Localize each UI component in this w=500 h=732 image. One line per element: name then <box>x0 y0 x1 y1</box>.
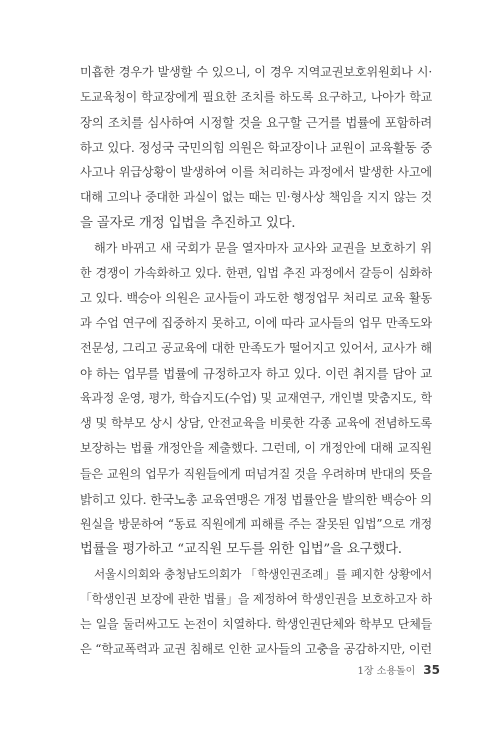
text-line: 야 하는 업무를 법률에 규정하고자 하고 있다. 이런 취지를 담아 교 <box>80 366 432 382</box>
body-text <box>80 60 432 662</box>
text-line: 은 “학교폭력과 교권 침해로 인한 교사들의 고충을 공감하지만, 이런 <box>80 642 432 657</box>
text-line: 한 경쟁이 가속화하고 있다. 한편, 입법 추진 과정에서 갈등이 심화하 <box>80 265 432 280</box>
text-line: 과 수업 연구에 집중하지 못하고, 이에 따라 교사들의 업무 만족도와 <box>80 315 432 330</box>
text-line: 원실을 방문하여 “동료 직원에게 피해를 주는 잘못된 입법”으로 개정 <box>80 516 432 531</box>
text-line: 법률을 평가하고 “교직원 모두를 위한 입법”을 요구했다. <box>80 541 402 557</box>
page-number: 35 <box>423 663 440 677</box>
text-line: 대해 고의나 중대한 과실이 없는 때는 민·형사상 책임을 지지 않는 것 <box>80 190 432 205</box>
text-line: 미흡한 경우가 발생할 수 있으니, 이 경우 지역교권보호위원회나 시· <box>80 65 432 79</box>
text-line: 보장하는 법률 개정안을 제출했다. 그런데, 이 개정안에 대해 교직원 <box>80 441 432 456</box>
text-line: 전문성, 그리고 공교육에 대한 만족도가 떨어지고 있어서, 교사가 해 <box>80 341 432 356</box>
text-line: 육과정 운영, 평가, 학습지도(수업) 및 교재연구, 개인별 맞춤지도, 학 <box>80 391 432 406</box>
text-line: 고 있다. 백승아 의원은 교사들이 과도한 행정업무 처리로 교육 활동 <box>80 290 432 305</box>
text-line: 사고나 위급상황이 발생하여 이를 처리하는 과정에서 발생한 사고에 <box>80 165 432 180</box>
text-line: 생 및 학부모 상시 상담, 안전교육을 비롯한 각종 교육에 전념하도록 <box>80 416 432 431</box>
text-line: 을 골자로 개정 입법을 추진하고 있다. <box>80 215 296 231</box>
page-footer <box>357 662 440 677</box>
text-line: 「학생인권 보장에 관한 법률」을 제정하여 학생인권을 보호하고자 하 <box>80 591 432 606</box>
text-line: 서울시의회와 충청남도의회가 「학생인권조례」를 폐지한 상황에서 <box>94 566 432 581</box>
text-line: 들은 교원의 업무가 직원들에게 떠넘겨질 것을 우려하며 반대의 뜻을 <box>80 466 432 481</box>
text-line: 장의 조치를 심사하여 시정할 것을 요구할 근거를 법률에 포함하려 <box>80 115 432 131</box>
text-line: 도교육청이 학교장에게 필요한 조치를 하도록 요구하고, 나아가 학교 <box>80 90 432 105</box>
text-line: 밝히고 있다. 한국노총 교육연맹은 개정 법률안을 발의한 백승아 의 <box>80 491 432 507</box>
text-line: 해가 바뀌고 새 국회가 문을 열자마자 교사와 교권을 보호하기 위 <box>94 240 432 255</box>
text-line: 는 일을 둘러싸고도 논전이 치열하다. 학생인권단체와 학부모 단체들 <box>80 617 432 632</box>
text-line: 하고 있다. 정성국 국민의힘 의원은 학교장이나 교원이 교육활동 중 <box>80 140 432 156</box>
chapter-title: 1장 소용돌이 <box>357 666 416 677</box>
